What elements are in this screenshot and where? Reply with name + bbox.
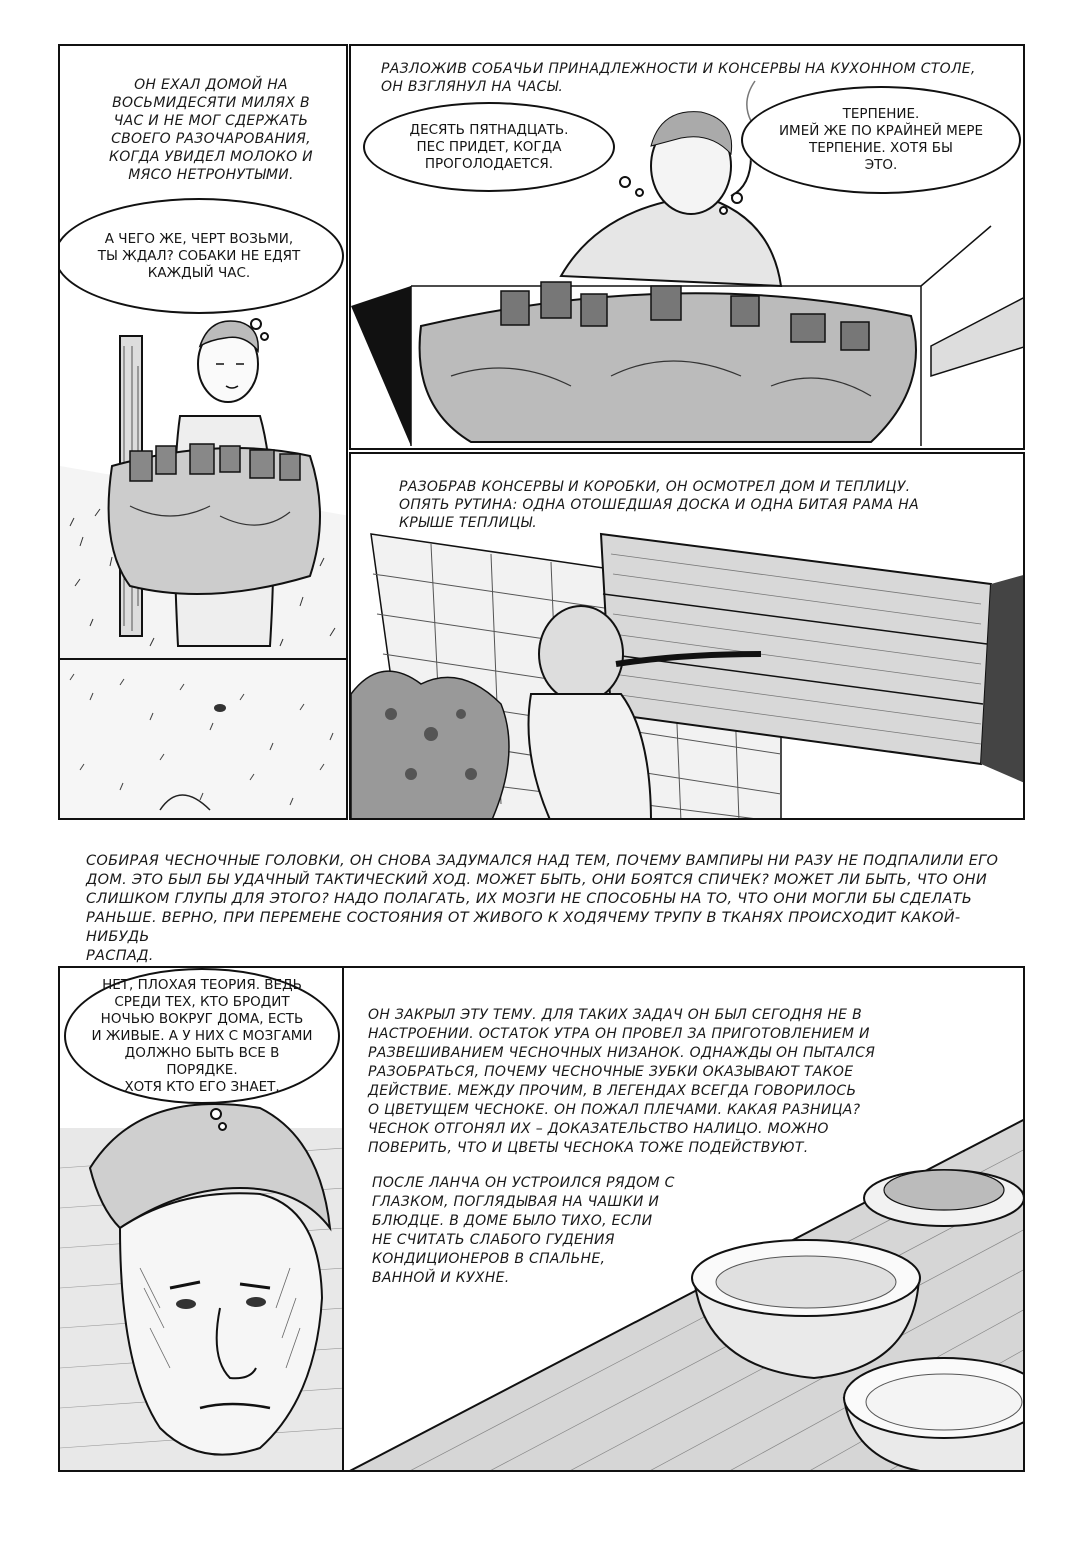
panel-2-speech-bubble-left: ДЕСЯТЬ ПЯТНАДЦАТЬ. ПЕС ПРИДЕТ, КОГДА ПРОГОЛОДАЕТСЯ. [363, 102, 615, 192]
panel-1-caption: ОН ЕХАЛ ДОМОЙ НА ВОСЬМИДЕСЯТИ МИЛЯХ В ЧАС И НЕ МОГ СДЕРЖАТЬ СВОЕГО РАЗОЧАРОВАНИЯ, КОГДА УВИДЕЛ МОЛОКО И МЯСО НЕТРОНУТЫМИ. [109, 77, 313, 183]
panel-2-left-bubble-tail [619, 176, 631, 188]
panel-4-speech-bubble: НЕТ, ПЛОХАЯ ТЕОРИЯ. ВЕДЬ СРЕДИ ТЕХ, КТО БРОДИТ НОЧЬЮ ВОКРУГ ДОМА, ЕСТЬ И ЖИВЫЕ. А У НИХ С МОЗГАМИ ДОЛЖНО БЫТЬ ВСЕ В ПОРЯДКЕ. ХОТЯ КТО ЕГО ЗНАЕТ. [64, 968, 340, 1104]
lawn-illustration [60, 660, 348, 820]
panel-man-with-groceries [58, 44, 348, 660]
panel-lawn-strip [58, 660, 348, 820]
panel-2-left-bubble-tail-small [635, 188, 644, 197]
panel-kitchen-table [349, 44, 1025, 450]
panel-house-repair [349, 452, 1025, 820]
panel-2-speech-bubble-right: ТЕРПЕНИЕ. ИМЕЙ ЖЕ ПО КРАЙНЕЙ МЕРЕ ТЕРПЕНИЕ. ХОТЯ БЫ ЭТО. [741, 86, 1021, 194]
panel-1-bubble-tail [250, 318, 262, 330]
panel-2-right-bubble-tail [731, 192, 743, 204]
panel-5-caption-2: ПОСЛЕ ЛАНЧА ОН УСТРОИЛСЯ РЯДОМ С ГЛАЗКОМ, ПОГЛЯДЫВАЯ НА ЧАШКИ И БЛЮДЦЕ. В ДОМЕ БЫЛО ТИХО, ЕСЛИ НЕ СЧИТАТЬ СЛАБОГО ГУДЕНИЯ КОНДИЦИОНЕРОВ В СПАЛЬНЕ, ВАННОЙ И КУХНЕ. [372, 1175, 675, 1286]
panel-face-closeup [58, 966, 342, 1472]
panel-4-bubble-tail [210, 1108, 222, 1120]
panel-2-right-bubble-tail-small [719, 206, 728, 215]
panel-4-bubble-tail-small [218, 1122, 227, 1131]
panel-5-caption-1: ОН ЗАКРЫЛ ЭТУ ТЕМУ. ДЛЯ ТАКИХ ЗАДАЧ ОН БЫЛ СЕГОДНЯ НЕ В НАСТРОЕНИИ. ОСТАТОК УТРА ОН ПРОВЕЛ ЗА ПРИГОТОВЛЕНИЕМ И РАЗВЕШИВАНИЕМ ЧЕСНОЧНЫХ НИЗАНОК. ОДНАЖДЫ ОН ПЫТАЛСЯ РАЗОБРАТЬСЯ, ПОЧЕМУ ЧЕСНОЧНЫЕ ЗУБКИ ОКАЗЫВАЮТ ТАКОЕ ДЕЙСТВИЕ. МЕЖДУ ПРОЧИМ, В ЛЕГЕНДАХ ВСЕГДА ГОВОРИЛОСЬ О ЦВЕТУЩЕМ ЧЕСНОКЕ. ОН ПОЖАЛ ПЛЕЧАМИ. КАКАЯ РАЗНИЦА? ЧЕСНОК ОТГОНЯЛ ИХ – ДОКАЗАТЕЛЬСТВО НАЛИЦО. МОЖНО ПОВЕРИТЬ, ЧТО И ЦВЕТЫ ЧЕСНОКА ТОЖЕ ПОДЕЙСТВУЮТ. [368, 1007, 876, 1156]
panel-bowls-on-table [342, 966, 1025, 1472]
middle-narration: СОБИРАЯ ЧЕСНОЧНЫЕ ГОЛОВКИ, ОН СНОВА ЗАДУМАЛСЯ НАД ТЕМ, ПОЧЕМУ ВАМПИРЫ НИ РАЗУ НЕ ПОДПАЛИЛИ ЕГО ДОМ. ЭТО БЫЛ БЫ УДАЧНЫЙ ТАКТИЧЕСКИЙ ХОД. МОЖЕТ БЫТЬ, ОНИ БОЯТСЯ СПИЧЕК? МОЖЕТ ЛИ БЫТЬ, ЧТО ОНИ СЛИШКОМ ГЛУПЫ ДЛЯ ЭТОГО? НАДО ПОЛАГАТЬ, ИХ МОЗГИ НЕ СПОСОБНЫ НА ТО, ЧТО ОНИ МОГЛИ БЫ СДЕЛАТЬ РАНЬШЕ. ВЕРНО, ПРИ ПЕРЕМЕНЕ СОСТОЯНИЯ ОТ ЖИВОГО К ХОДЯЧЕМУ ТРУПУ В ТКАНЯХ ПРОИСХОДИТ КАКОЙ-НИБУДЬ РАСПАД. [86, 853, 999, 964]
panel-3-caption: РАЗОБРАВ КОНСЕРВЫ И КОРОБКИ, ОН ОСМОТРЕЛ ДОМ И ТЕПЛИЦУ. ОПЯТЬ РУТИНА: ОДНА ОТОШЕДШАЯ ДОСКА И ОДНА БИТАЯ РАМА НА КРЫШЕ ТЕПЛИЦЫ. [399, 479, 919, 531]
panel-1-bubble-tail-small [260, 332, 269, 341]
panel-2-caption: РАЗЛОЖИВ СОБАЧЬИ ПРИНАДЛЕЖНОСТИ И КОНСЕРВЫ НА КУХОННОМ СТОЛЕ, ОН ВЗГЛЯНУЛ НА ЧАСЫ. [381, 61, 976, 95]
panel-1-speech-bubble: А ЧЕГО ЖЕ, ЧЕРТ ВОЗЬМИ, ТЫ ЖДАЛ? СОБАКИ НЕ ЕДЯТ КАЖДЫЙ ЧАС. [58, 198, 344, 314]
